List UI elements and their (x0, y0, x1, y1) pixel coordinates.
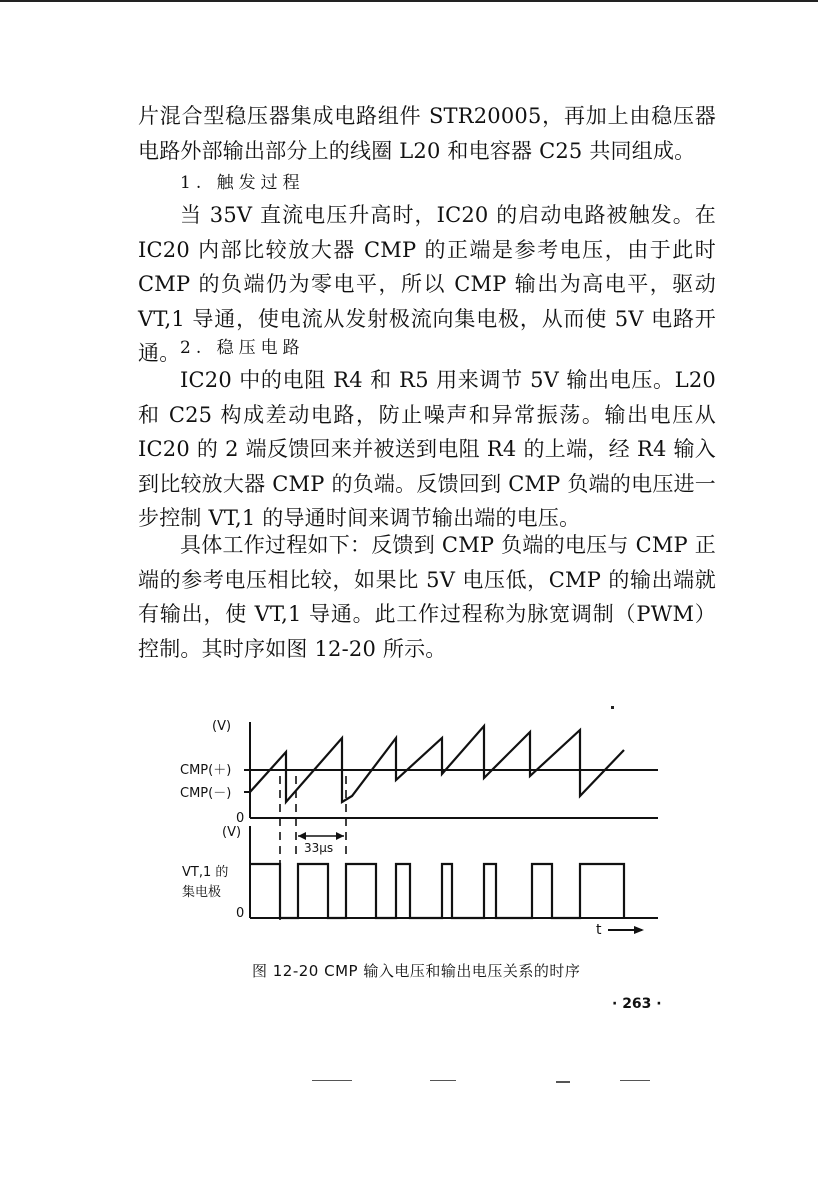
scan-speck (611, 706, 614, 709)
paragraph-pwm: 具体工作过程如下：反馈到 CMP 负端的电压与 CMP 正端的参考电压相比较，如果比 5V 电压低，CMP 的输出端就有输出，使 VT,1 导通。此工作过程称为脉宽调制（PWM）控制。其时序如图 12-20 所示。 (138, 533, 716, 661)
vt1-collector-pulse-train (250, 864, 624, 918)
vt1-label-line2: 集电极 (182, 885, 222, 900)
top-axis-unit-label: (V) (212, 719, 232, 734)
period-label: 33μs (304, 841, 334, 855)
heading-trigger-process: 1. 触发过程 (180, 173, 305, 193)
footer-scan-marks-4 (620, 1080, 650, 1081)
time-axis-label: t (596, 922, 602, 938)
paragraph-trigger: 当 35V 直流电压升高时，IC20 的启动电路被触发。在 IC20 内部比较放大器 CMP 的正端是参考电压，由于此时 CMP 的负端仍为零电平，所以 CMP 输出为高电平，驱动 VT,1 导通，使电流从发射极流向集电极，从而使 5V 电路开通。 (138, 203, 716, 365)
cmp-minus-sawtooth (250, 726, 624, 802)
heading-regulation-circuit: 2. 稳压电路 (180, 338, 305, 358)
paragraph-intro: 片混合型稳压器集成电路组件 STR20005，再加上由稳压器电路外部输出部分上的线圈 L20 和电容器 C25 共同组成。 (138, 104, 716, 163)
period-arrow-left (298, 832, 306, 840)
cmp-plus-label: CMP(＋) (180, 763, 232, 778)
footer-scan-marks-3 (556, 1081, 570, 1083)
bottom-axis-unit-label: (V) (222, 825, 242, 840)
period-arrow-right (336, 832, 344, 840)
footer-scan-marks-1 (312, 1080, 352, 1081)
figure-caption: 图 12-20 CMP 输入电压和输出电压关系的时序 (252, 962, 581, 980)
top-zero-label: 0 (236, 811, 245, 826)
time-arrow-head (634, 926, 644, 934)
page-number: · 263 · (612, 996, 662, 1012)
vt1-label-line1: VT,1 的 (182, 865, 229, 880)
footer-scan-marks-2 (430, 1080, 456, 1081)
cmp-minus-label: CMP(－) (180, 786, 232, 801)
paragraph-regulation: IC20 中的电阻 R4 和 R5 用来调节 5V 输出电压。L20 和 C25 构成差动电路，防止噪声和异常振荡。输出电压从 IC20 的 2 端反馈回来并被送到电阻 R4 的上端，经 R4 输入到比较放大器 CMP 的负端。反馈回到 CMP 负端的电压进一步控制 VT,1 的导通时间来调节输出端的电压。 (138, 368, 716, 530)
bottom-zero-label: 0 (236, 906, 245, 921)
